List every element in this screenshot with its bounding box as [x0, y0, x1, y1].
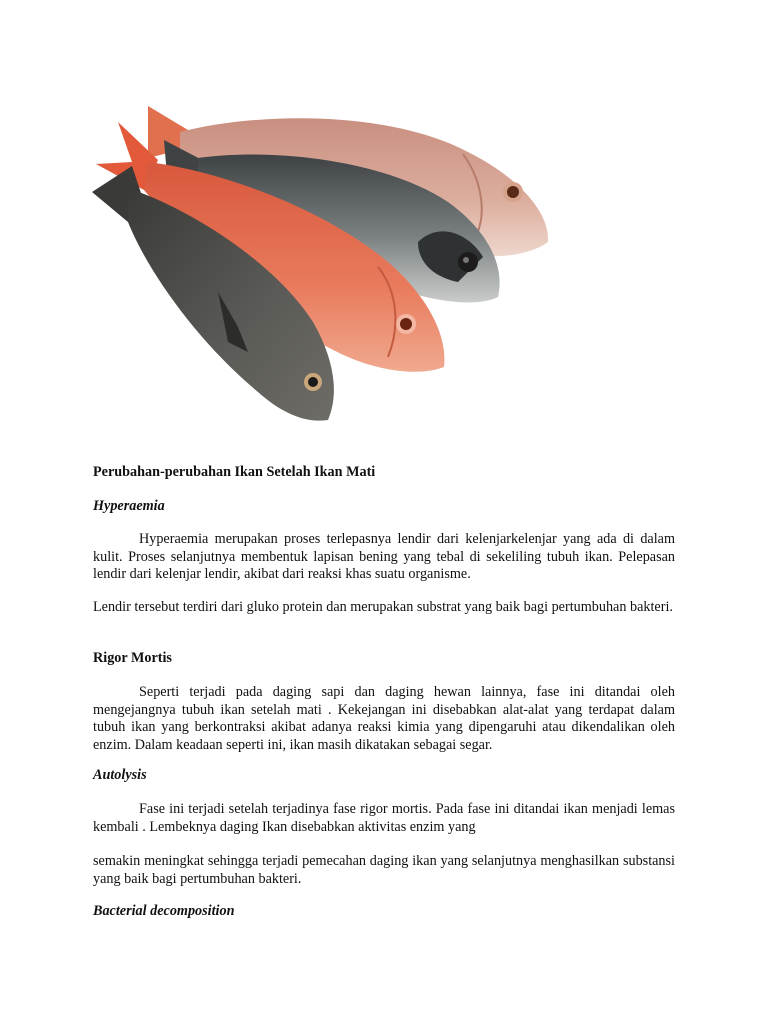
heading-autolysis: Autolysis	[93, 767, 147, 783]
fish-photo	[88, 92, 558, 442]
page-title: Perubahan-perubahan Ikan Setelah Ikan Mati	[93, 464, 376, 480]
heading-bacterial-decomposition: Bacterial decomposition	[93, 903, 235, 919]
paragraph: Seperti terjadi pada daging sapi dan daging hewan lainnya, fase ini ditandai oleh mengejangnya tubuh ikan setelah mati . Kekejangan ini disebabkan alat-alat yang terdapat dalam tubuh ikan yang berkontraksi akibat adanya reaksi kimia yang dipengaruhi atau dikendalikan oleh enzim. Dalam keadaan seperti ini, ikan masih dikatakan sebagai segar.	[93, 684, 675, 753]
paragraph: Fase ini terjadi setelah terjadinya fase rigor mortis. Pada fase ini ditandai ikan menjadi lemas kembali . Lembeknya daging Ikan disebabkan aktivitas enzim yang	[93, 801, 675, 835]
paragraph: semakin meningkat sehingga terjadi pemecahan daging ikan yang selanjutnya menghasilkan substansi yang baik bagi pertumbuhan bakteri.	[93, 853, 675, 887]
paragraph: Hyperaemia merupakan proses terlepasnya lendir dari kelenjarkelenjar yang ada di dalam kulit. Proses selanjutnya membentuk lapisan bening yang tebal di sekeliling tubuh ikan. Pelepasan lendir dari kelenjar lendir, akibat dari reaksi khas suatu organisme.	[93, 531, 675, 582]
paragraph: Lendir tersebut terdiri dari gluko protein dan merupakan substrat yang baik bagi pertumbuhan bakteri.	[93, 599, 673, 615]
heading-hyperaemia: Hyperaemia	[93, 498, 165, 514]
heading-rigor-mortis: Rigor Mortis	[93, 650, 172, 666]
